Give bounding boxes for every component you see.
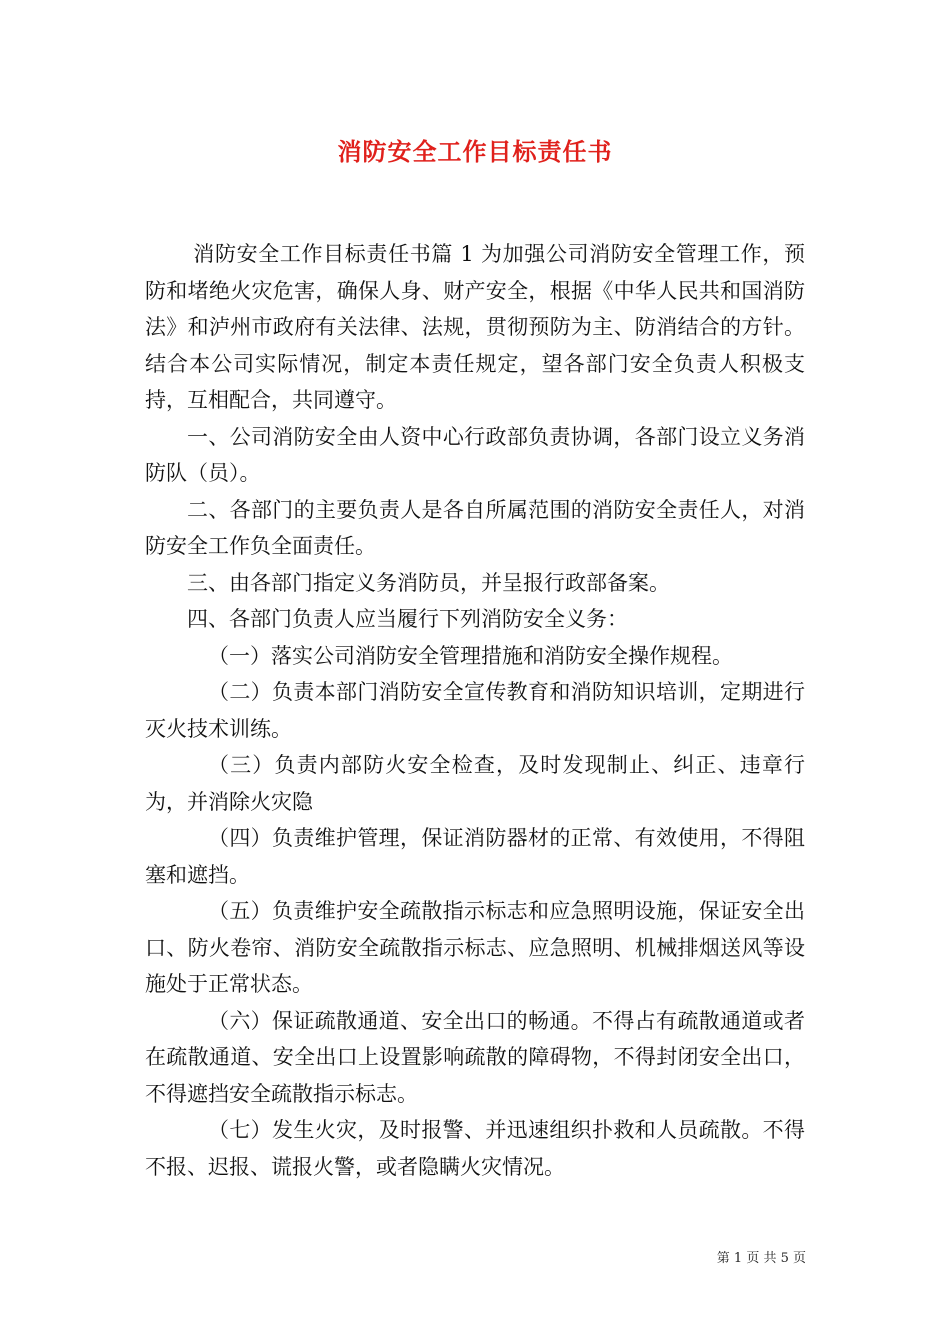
duty-item-2: （二）负责本部门消防安全宣传教育和消防知识培训，定期进行灭火技术训练。 — [145, 680, 805, 741]
duty-item-6: （六）保证疏散通道、安全出口的畅通。不得占有疏散通道或者在疏散通道、安全出口上设置影响疏散的障碍物，不得封闭安全出口，不得遮挡安全疏散指示标志。 — [145, 1008, 805, 1106]
duty-item-3: （三）负责内部防火安全检查，及时发现制止、纠正、违章行为，并消除火灾隐 — [145, 753, 805, 814]
clause-2: 二、各部门的主要负责人是各自所属范围的消防安全责任人，对消防安全工作负全面责任。 — [145, 497, 805, 558]
duty-item-5: （五）负责维护安全疏散指示标志和应急照明设施，保证安全出口、防火卷帘、消防安全疏散指示标志、应急照明、机械排烟送风等设施处于正常状态。 — [145, 899, 805, 996]
clause-3: 三、由各部门指定义务消防员，并呈报行政部备案。 — [187, 570, 670, 595]
clause-4: 四、各部门负责人应当履行下列消防安全义务： — [187, 607, 628, 631]
clause-1: 一、公司消防安全由人资中心行政部负责协调，各部门设立义务消防队（员）。 — [145, 424, 805, 485]
intro-paragraph: 消防安全工作目标责任书篇 1 为加强公司消防安全管理工作，预防和堵绝火灾危害，确保人身、财产安全，根据《中华人民共和国消防法》和泸州市政府有关法律、法规，贯彻预防为主、防消结合的方针。结合本公司实际情况，制定本责任规定，望各部门安全负责人积极支持，互相配合，共同遵守。 — [145, 242, 805, 412]
document-body — [145, 236, 805, 1185]
page-number: 第 1 页 共 5 页 — [716, 1251, 806, 1266]
duty-item-4: （四）负责维护管理，保证消防器材的正常、有效使用，不得阻塞和遮挡。 — [145, 826, 805, 887]
duty-item-7: （七）发生火灾，及时报警、并迅速组织扑救和人员疏散。不得不报、迟报、谎报火警，或者隐瞒火灾情况。 — [145, 1118, 805, 1179]
document-title: 消防安全工作目标责任书 — [337, 137, 613, 166]
duty-item-1: （一）落实公司消防安全管理措施和消防安全操作规程。 — [208, 643, 733, 668]
